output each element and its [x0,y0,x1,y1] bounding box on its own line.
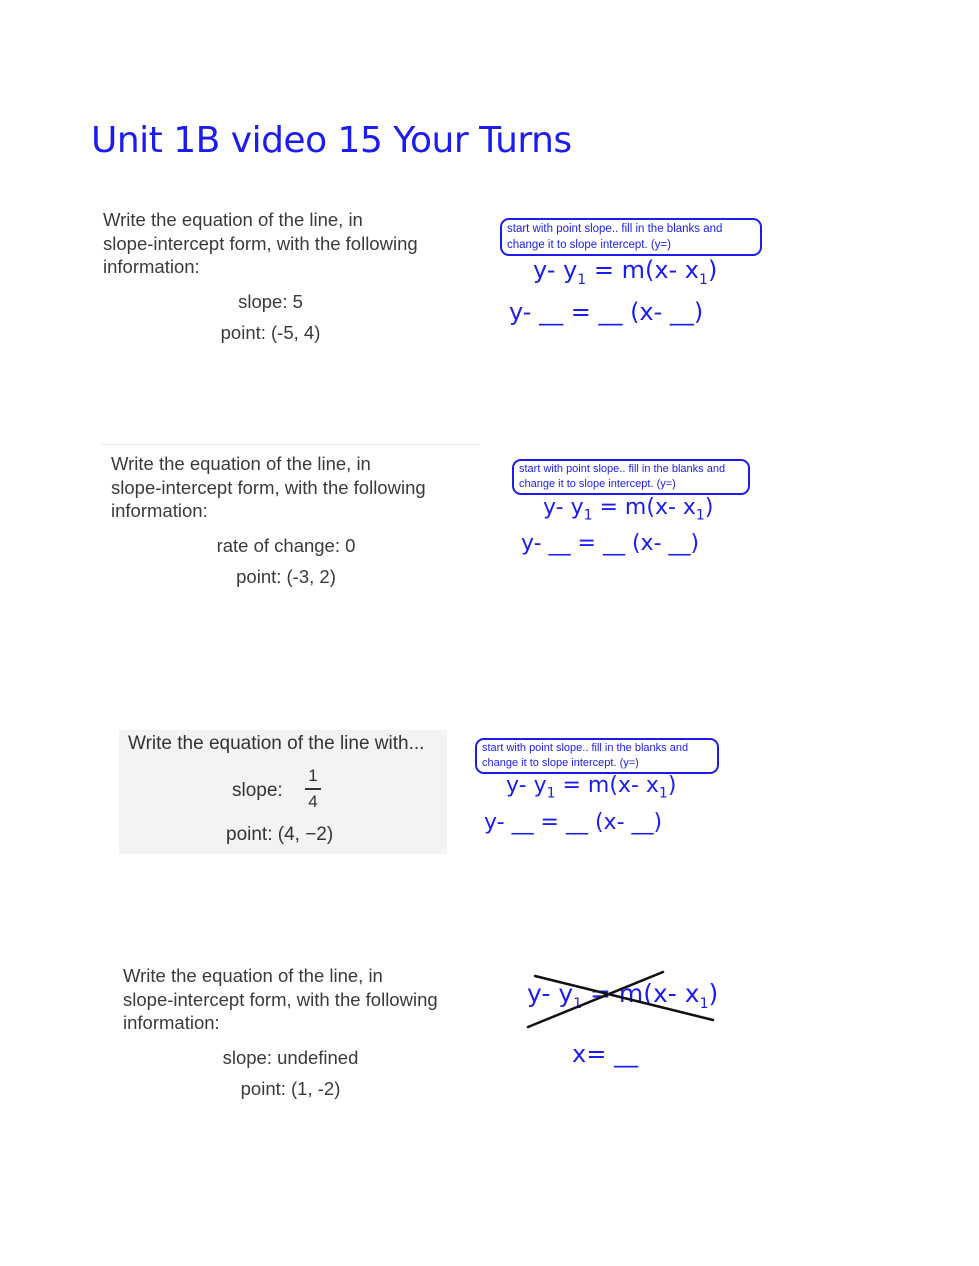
problem-prompt: Write the equation of the line with... [128,733,425,754]
page-title: Unit 1B video 15 Your Turns [91,120,572,161]
hint-note: start with point slope.. fill in the blanks and change it to slope intercept. (y=) [500,218,762,256]
problem-point: point: (1, -2) [240,1077,341,1099]
problem-prompt: Write the equation of the line, in slope-intercept form, with the following information: [123,965,438,1033]
vertical-line-template: x= __ [572,1040,638,1068]
problem-1 [103,208,438,348]
point-slope-formula: y- $y_1 = m(x-$ $x_1$) [543,495,714,524]
cross-out-mark [520,968,720,1032]
problem-2 [111,452,461,592]
problem-rate-of-change: rate of change: 0 [216,534,356,556]
slope-label: slope: [232,780,283,801]
problem-slope: slope: undefined [222,1046,359,1068]
problem-3 [119,730,447,854]
problem-point: point: (4, −2) [226,824,334,845]
slope-fraction [305,766,321,812]
fraction-denominator: 4 [308,791,318,811]
hint-note: start with point slope.. fill in the blanks and change it to slope intercept. (y=) [475,738,719,774]
fill-in-template: y- __ = __ (x- __) [521,531,700,556]
problem-prompt: Write the equation of the line, in slope-intercept form, with the following information: [103,209,418,277]
problem-point: point: (-5, 4) [220,321,321,343]
point-slope-formula-crossed: y- $y_1 = m(x-$ $x_1$) [527,979,719,1012]
divider [102,444,480,445]
problem-slope: slope: 5 [238,290,303,312]
problem-prompt: Write the equation of the line, in slope-intercept form, with the following information: [111,453,426,521]
fill-in-template: y- __ = __ (x- __) [509,298,704,326]
point-slope-formula: y- $y_1 = m(x-$ $x_1$) [506,773,677,802]
problem-4 [123,964,458,1104]
hint-note: start with point slope.. fill in the blanks and change it to slope intercept. (y=) [512,459,750,495]
problem-point: point: (-3, 2) [236,565,336,587]
fraction-numerator: 1 [308,766,318,785]
fill-in-template: y- __ = __ (x- __) [484,810,663,835]
point-slope-formula: y- $y_1 = m(x-$ $x_1$) [533,256,718,288]
fraction-bar [305,788,321,790]
